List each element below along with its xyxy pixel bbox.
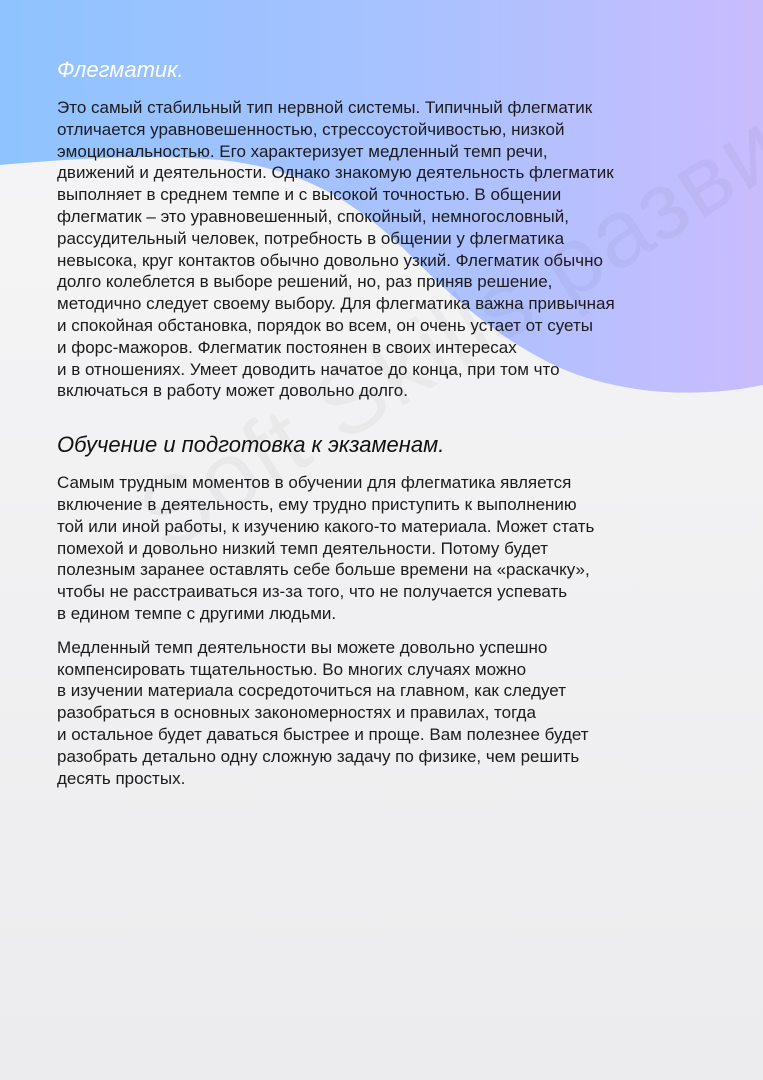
section-title-phlegmatic: Флегматик. xyxy=(57,57,184,82)
document-content xyxy=(57,55,727,801)
paragraph-phlegmatic-description: Это самый стабильный тип нервной системы. Типичный флегматик отличается уравновешенностью, стрессоустойчивостью, низкой эмоциональностью. Его характеризует медленный темп речи, движений и деятельности. Однако знакомую деятельность флегматик выполняет в среднем темпе и с высокой точностью. В общении флегматик – это уравновешенный, спокойный, немногословный, рассудительный человек, потребность в общении у флегматика невысока, круг контактов обычно довольно узкий. Флегматик обычно долго колеблется в выборе решений, но, раз приняв решение, методично следует своему выбору. Для флегматика важна привычная и спокойная обстановка, порядок во всем, он очень устает от суеты и форс-мажоров. Флегматик постоянен в своих интересах и в отношениях. Умеет доводить начатое до конца, при том что включаться в работу может довольно долго. xyxy=(57,98,615,401)
paragraph-learning-1: Самым трудным моментов в обучении для флегматика является включение в деятельность, ему трудно приступить к выполнению той или иной работы, к изучению какого-то материала. Может стать помехой и довольно низкий темп деятельности. Потому будет полезным заранее оставлять себе больше времени на «раскачку», чтобы не расстраиваться из-за того, что не получается успевать в едином темпе с другими людьми. xyxy=(57,473,595,623)
paragraph-learning-2: Медленный темп деятельности вы можете довольно успешно компенсировать тщательностью. Во многих случаях можно в изучении материала сосредоточиться на главном, как следует разобраться в основных закономерностях и правилах, тогда и остальное будет даваться быстрее и проще. Вам полезнее будет разобрать детально одну сложную задачу по физике, чем решить десять простых. xyxy=(57,637,589,788)
section-title-learning: Обучение и подготовка к экзаменам. xyxy=(57,432,445,458)
